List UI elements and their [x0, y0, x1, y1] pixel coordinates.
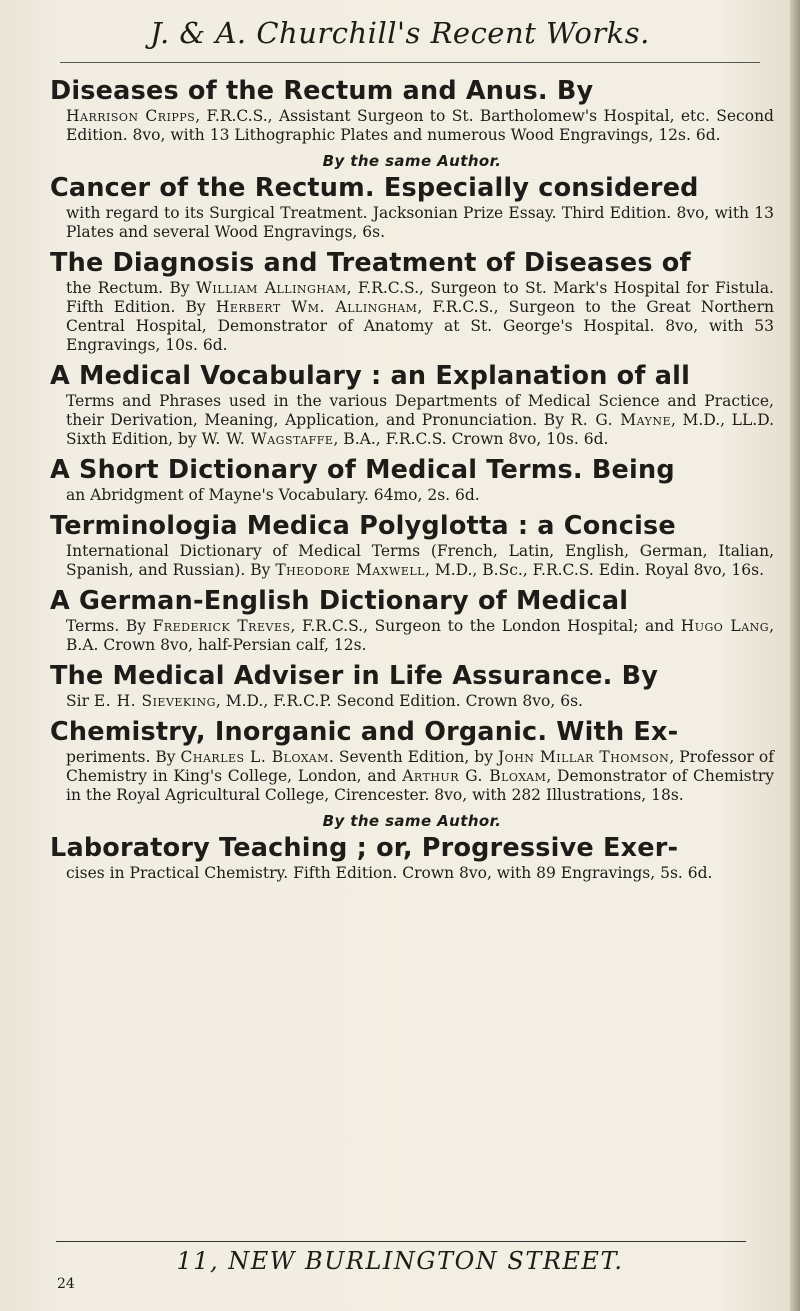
catalogue-entry — [50, 248, 774, 355]
publisher-address: 11, NEW BURLINGTON STREET. — [176, 1247, 624, 1275]
entry-title: Terminologia Medica Polyglotta : a Concise — [50, 511, 676, 541]
catalogue-list — [50, 76, 774, 889]
author-name: E. H. Sieveking — [93, 692, 216, 710]
author-name: W. W. Wagstaffe — [201, 430, 334, 448]
entry-description: Terms. By Frederick Treves, F.R.C.S., Surgeon to the London Hospital; and Hugo Lang, B.A. Crown 8vo, half-Persian calf, 12s. — [66, 617, 774, 654]
entry-description: Sir E. H. Sieveking, M.D., F.R.C.P. Second Edition. Crown 8vo, 6s. — [66, 692, 583, 710]
catalogue-entry — [50, 173, 774, 242]
page-edge-shadow — [790, 0, 800, 1311]
catalogue-entry — [50, 511, 774, 580]
entry-description: International Dictionary of Medical Terms (French, Latin, English, German, Italian, Spanish, and Russian). By Theodore Maxwell, M.D., B.Sc., F.R.C.S. Edin. Royal 8vo, 16s. — [66, 542, 774, 579]
author-name: Charles L. Bloxam — [180, 748, 329, 766]
footer-rule — [56, 1241, 746, 1242]
entry-description: cises in Practical Chemistry. Fifth Edition. Crown 8vo, with 89 Engravings, 5s. 6d. — [66, 864, 713, 882]
author-name: Theodore Maxwell — [275, 561, 425, 579]
running-header: J. & A. Churchill's Recent Works. — [150, 16, 650, 50]
same-author-note: By the same Author. — [322, 812, 502, 830]
entry-description: the Rectum. By William Allingham, F.R.C.S., Surgeon to St. Mark's Hospital for Fistula. Fifth Edition. By Herbert Wm. Allingham, F.R.C.S., Surgeon to the Great Northern Central Hospital, Demonstrator of Anatomy at St. George's Hospital. 8vo, with 53 Engravings, 10s. 6d. — [66, 279, 774, 354]
entry-title: Cancer of the Rectum. Especially considered — [50, 173, 699, 203]
catalogue-entry — [50, 76, 774, 145]
entry-description: periments. By Charles L. Bloxam. Seventh Edition, by John Millar Thomson, Professor of Chemistry in King's College, London, and Arthur G. Bloxam, Demonstrator of Chemistry in the Royal Agricultural College, Cirencester. 8vo, with 282 Illustrations, 18s. — [66, 748, 774, 804]
author-name: Hugo Lang — [680, 617, 770, 635]
author-name: Harrison Cripps — [66, 107, 196, 125]
same-author-note: By the same Author. — [322, 152, 502, 170]
author-name: Frederick Treves — [152, 617, 291, 635]
entry-title: A German-English Dictionary of Medical — [50, 586, 629, 616]
entry-description: with regard to its Surgical Treatment. Jacksonian Prize Essay. Third Edition. 8vo, with 13 Plates and several Wood Engravings, 6s. — [66, 204, 774, 241]
catalogue-entry — [50, 455, 774, 505]
entry-title: Chemistry, Inorganic and Organic. With Ex- — [50, 717, 679, 747]
catalogue-entry — [50, 661, 774, 711]
entry-title: Diseases of the Rectum and Anus. By — [50, 76, 594, 106]
author-name: R. G. Mayne — [570, 411, 671, 429]
catalogue-entry — [50, 586, 774, 655]
entry-description: an Abridgment of Mayne's Vocabulary. 64mo, 2s. 6d. — [66, 486, 480, 504]
catalogue-entry — [50, 361, 774, 449]
author-name: William Allingham — [195, 279, 347, 297]
page-number: 24 — [57, 1276, 75, 1292]
header-rule — [60, 62, 760, 63]
entry-title: A Medical Vocabulary : an Explanation of all — [50, 361, 691, 391]
catalogue-entry — [50, 833, 774, 883]
entry-title: The Medical Adviser in Life Assurance. By — [50, 661, 659, 691]
entry-title: The Diagnosis and Treatment of Diseases of — [50, 248, 691, 278]
catalogue-entry — [50, 717, 774, 805]
entry-description: Harrison Cripps, F.R.C.S., Assistant Surgeon to St. Bartholomew's Hospital, etc. Second Edition. 8vo, with 13 Lithographic Plates and numerous Wood Engravings, 12s. 6d. — [66, 107, 774, 144]
entry-title: A Short Dictionary of Medical Terms. Being — [50, 455, 675, 485]
entry-description: Terms and Phrases used in the various Departments of Medical Science and Practice, their Derivation, Meaning, Application, and Pronunciation. By R. G. Mayne, M.D., LL.D. Sixth Edition, by W. W. Wagstaffe, B.A., F.R.C.S. Crown 8vo, 10s. 6d. — [66, 392, 774, 448]
entry-title: Laboratory Teaching ; or, Progressive Exer- — [50, 833, 679, 863]
author-name: Herbert Wm. Allingham — [215, 298, 418, 316]
author-name: Arthur G. Bloxam — [402, 767, 547, 785]
author-name: John Millar Thomson — [497, 748, 670, 766]
